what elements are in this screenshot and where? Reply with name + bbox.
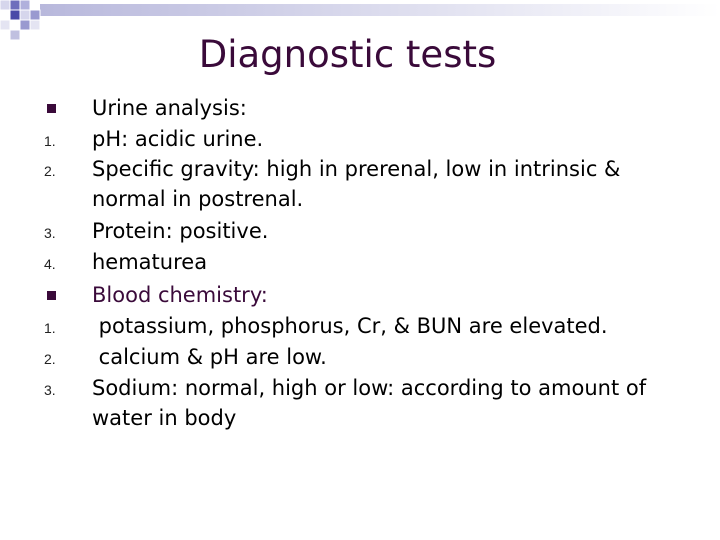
deco-square <box>20 0 30 10</box>
slide-title: Diagnostic tests <box>198 33 497 76</box>
deco-square <box>20 20 30 30</box>
item-number: 1. <box>44 133 56 149</box>
header-strip <box>40 4 720 16</box>
item-text: pH: acidic urine. <box>92 127 264 151</box>
square-bullet-icon <box>47 104 56 113</box>
item-text-continuation: water in body <box>92 406 237 430</box>
item-text: Blood chemistry: <box>92 283 268 307</box>
deco-square <box>0 20 10 30</box>
deco-square <box>30 20 40 30</box>
deco-square <box>10 0 20 10</box>
item-text: calcium & pH are low. <box>92 345 327 369</box>
item-number: 4. <box>44 256 56 272</box>
deco-square <box>20 10 30 20</box>
item-text: potassium, phosphorus, Cr, & BUN are elevated. <box>92 314 608 338</box>
item-text: Specific gravity: high in prerenal, low in intrinsic & <box>92 157 621 181</box>
item-number: 3. <box>44 225 56 241</box>
item-number: 3. <box>44 382 56 398</box>
item-number: 2. <box>44 163 56 179</box>
item-number: 1. <box>44 320 56 336</box>
item-text-continuation: normal in postrenal. <box>92 187 304 211</box>
item-text: Urine analysis: <box>92 96 247 120</box>
item-text: hematurea <box>92 250 208 274</box>
item-number: 2. <box>44 351 56 367</box>
deco-square <box>30 10 40 20</box>
deco-square <box>10 10 20 20</box>
deco-square <box>0 0 10 10</box>
item-text: Protein: positive. <box>92 219 269 243</box>
square-bullet-icon <box>47 291 56 300</box>
item-text: Sodium: normal, high or low: according to amount of <box>92 376 647 400</box>
